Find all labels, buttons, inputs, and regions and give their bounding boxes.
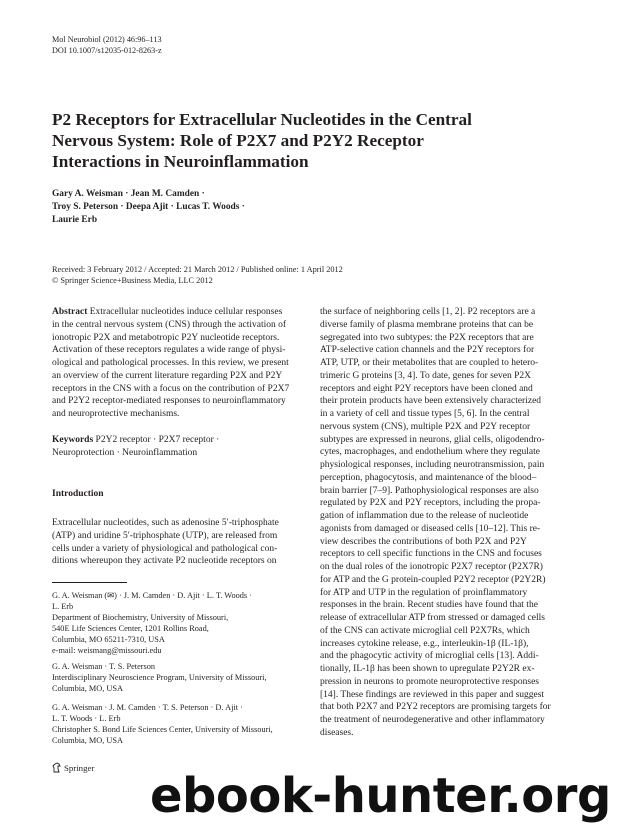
affiliation-line: G. A. Weisman · T. S. Peterson [52,662,156,671]
right-column-text [320,306,570,740]
body-line: in a variety of cell and tissue types [5, 6]. In the central [320,409,530,419]
intro-line: (ATP) and uridine 5′-triphosphate (UTP), are released from [52,530,278,541]
affiliation-line: G. A. Weisman (✉) · J. M. Camden · D. Ajit · L. T. Woods · [52,591,252,600]
abstract-line: receptors in the CNS with a focus on the contribution of P2X7 [52,383,290,394]
body-line: perception, phagocytosis, and maintenance of the blood– [320,472,537,483]
affiliation-line: G. A. Weisman · J. M. Camden · T. S. Peterson · D. Ajit · [52,703,243,712]
intro-line: cells under a variety of physiological and pathological con- [52,543,278,554]
abstract-text: Extracellular nucleotides induce cellular responses [89,307,283,317]
doi: DOI 10.1007/s12035-012-8263-z [52,46,162,55]
body-line: subtypes are expressed in neurons, glial cells, oligodendro- [320,434,545,445]
affiliation-line: Columbia, MO, USA [52,684,123,693]
author-line: Laurie Erb [52,215,98,225]
affiliation-line: Columbia, MO 65211-7310, USA [52,635,165,644]
body-line: brain barrier [7–9]. Pathophysiological responses are also [320,485,539,496]
body-line: the surface of neighboring cells [1, 2]. P2 receptors are a [320,307,536,317]
body-line: trimeric G proteins [3, 4]. To date, genes for seven P2X [320,370,532,381]
body-line: gation of inflammation due to the release of nucleotide [320,511,529,521]
running-header [52,34,162,56]
keywords [52,434,302,460]
abstract-line: an overview of the current literature regarding P2X and P2Y [52,370,283,381]
abstract-line: ological and pathological processes. In this review, we present [52,358,289,368]
springer-horse-icon [52,762,61,773]
body-line: responses in the brain. Recent studies have found that the [320,600,538,611]
affiliation-line: Interdisciplinary Neuroscience Program, University of Missouri, [52,673,267,682]
body-line: diverse family of plasma membrane proteins that can be [320,319,534,330]
body-line: [14]. These findings are reviewed in this paper and suggest [320,689,545,700]
body-line: receptors to cell specific functions in the CNS and focuses [320,549,542,560]
abstract [52,306,302,421]
body-line: cytes, macrophages, and endothelium where they regulate [320,447,540,458]
body-line: tionally, IL-1β has been shown to upregulate P2Y2R ex- [320,664,535,674]
abstract-line: and neuroprotective mechanisms. [52,409,180,419]
body-line: ATP, UTP, or their metabolites that are coupled to hetero- [320,358,539,368]
body-line: for ATP and the G protein-coupled P2Y2 receptor (P2Y2R) [320,574,546,585]
publication-dates [52,264,343,286]
affiliation-block [52,590,252,656]
affiliation-block [52,702,273,746]
body-line: their protein products have been extensively characterized [320,396,542,407]
body-line: agonists from damaged or diseased cells [10–12]. This re- [320,523,541,534]
affiliation-line: L. T. Woods · L. Erb [52,714,121,723]
affiliation-line: Christopher S. Bond Life Sciences Center, University of Missouri, [52,725,273,734]
keywords-line [52,434,302,447]
publisher-name: Springer [64,762,95,773]
body-line: of the CNS can activate microglial cell P2X7Rs, which [320,625,530,636]
abstract-line: Activation of these receptors regulates a wide range of physi- [52,345,286,356]
body-line: release of extracellular ATP from stressed or damaged cells [320,613,545,623]
body-line: the treatment of neurodegenerative and other inflammatory [320,715,545,725]
body-line: receptors and eight P2Y receptors have been cloned and [320,383,533,394]
affiliation-line: L. Erb [52,602,74,611]
journal-citation: Mol Neurobiol (2012) 46:96–113 [52,35,162,44]
intro-line: ditions whereupon they activate P2 nucleotide receptors on [52,556,277,567]
page-footer [52,762,94,773]
affiliation-line: e-mail: weismang@missouri.edu [52,646,162,655]
abstract-line: in the central nervous system (CNS) through the activation of [52,319,287,330]
body-line: increases cytokine release, e.g., interleukin-1β (IL-1β), [320,638,529,649]
affiliation-block [52,661,267,694]
body-line: and the phagocytic activity of microglial cells [13]. Addi- [320,651,539,662]
title-line: P2 Receptors for Extracellular Nucleotides in the Central [52,110,472,129]
affiliation-line: 540E Life Sciences Center, 1201 Rollins Road, [52,624,209,633]
body-line: diseases. [320,727,354,738]
affiliation-line: Columbia, MO, USA [52,736,123,745]
body-line: pression in neurons to promote neuroprotective responses [320,676,539,687]
watermark: ebook-hunter.org [150,768,611,824]
author-line: Gary A. Weisman · Jean M. Camden · [52,189,205,199]
abstract-label: Abstract [52,307,88,317]
section-heading-introduction: Introduction [52,489,104,499]
author-line: Troy S. Peterson · Deepa Ajit · Lucas T. Woods · [52,202,245,212]
abstract-line [52,306,302,319]
affiliation-line: Department of Biochemistry, University of Missouri, [52,613,229,622]
copyright: © Springer Science+Business Media, LLC 2012 [52,276,213,285]
abstract-line: and P2Y2 receptor-mediated responses to neuroinflammatory [52,396,286,407]
title-line: Nervous System: Role of P2X7 and P2Y2 Receptor [52,131,424,150]
footnote-divider [52,582,127,583]
keywords-line: Neuroprotection · Neuroinflammation [52,447,198,458]
body-line: for ATP and UTP in the regulation of proinflammatory [320,587,528,598]
introduction-text [52,517,302,568]
abstract-line: ionotropic P2X and metabotropic P2Y nucleotide receptors. [52,332,280,343]
article-title [52,109,522,172]
body-line: that both P2X7 and P2Y2 receptors are promising targets for [320,702,551,713]
intro-line: Extracellular nucleotides, such as adenosine 5′-triphosphate [52,518,279,528]
author-list [52,188,245,227]
body-line: ATP-selective cation channels and the P2Y receptors for [320,345,535,356]
body-line: regulated by P2X and P2Y receptors, including the propa- [320,498,541,509]
keywords-label: Keywords [52,435,94,445]
body-line: on the dual roles of the ionotropic P2X7 receptor (P2X7R) [320,562,543,572]
keywords-text: P2Y2 receptor · P2X7 receptor · [95,435,220,445]
title-line: Interactions in Neuroinflammation [52,152,309,171]
body-line: view describes the contributions of both P2X and P2Y [320,536,527,547]
body-line: physiological responses, including neurotransmission, pain [320,460,545,470]
body-line: nervous system (CNS), multiple P2X and P2Y receptor [320,421,531,432]
body-line: segregated into two subtypes: the P2X receptors that are [320,332,534,343]
received-dates: Received: 3 February 2012 / Accepted: 21 March 2012 / Published online: 1 April 2012 [52,265,343,274]
